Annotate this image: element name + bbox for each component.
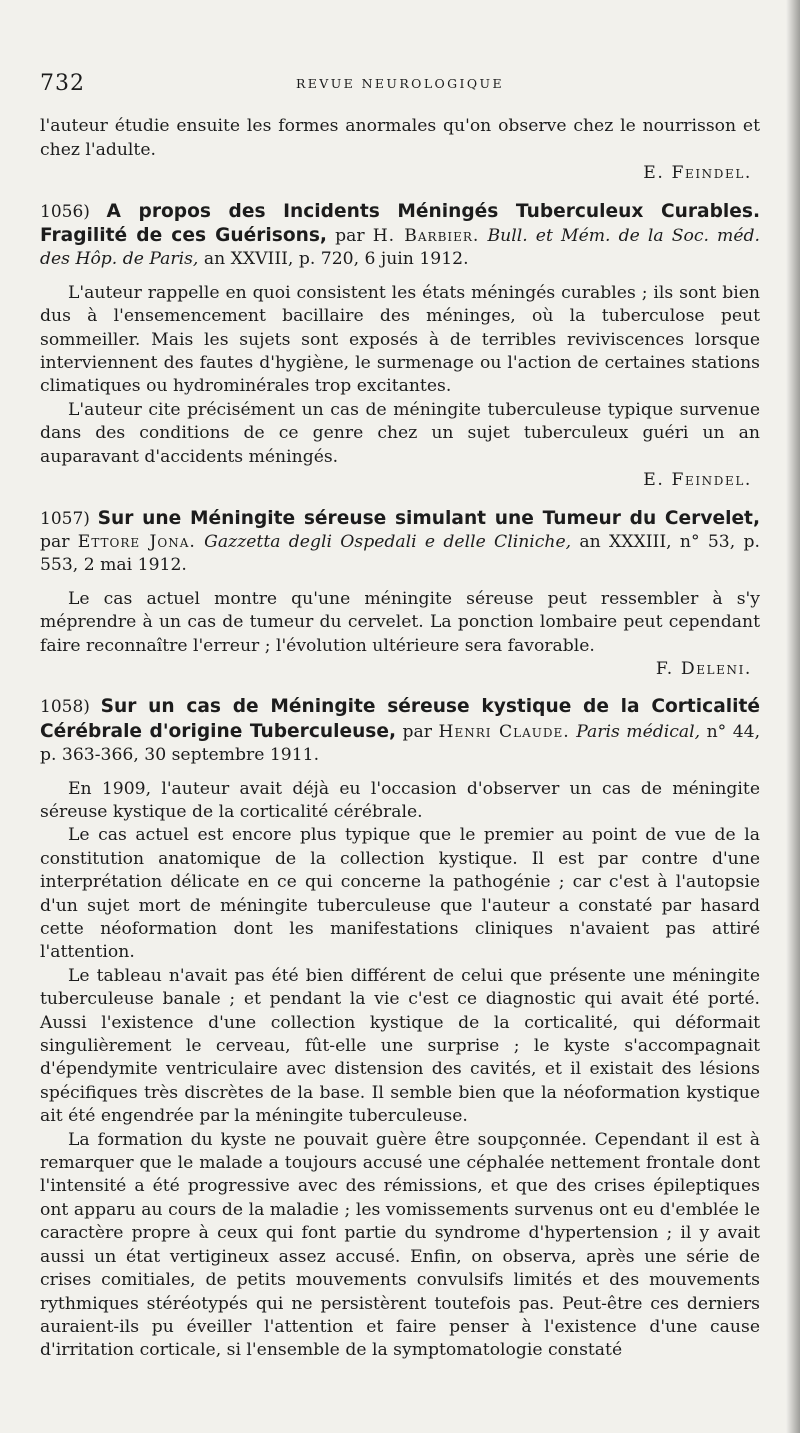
entry-source: Bull. et Mém. de la Soc. méd. des Hôp. de Paris,: [40, 226, 760, 270]
entry-number: 1056): [40, 201, 90, 222]
entry-author: Henri Claude.: [438, 721, 570, 742]
entry-paragraph: Le cas actuel est encore plus typique que le premier au point de vue de la constitution anatomique de la collection kystique. Il est par contre d'une interprétation délicate en ce qui concerne la pathogénie ; car c'est à l'autopsie d'un sujet mort de méningite tuberculeuse que l'auteur a constaté par hasard cette néoformation dont les manifestations cliniques n'avaient pas attiré l'attention.: [40, 825, 760, 963]
entry-paragraph: L'auteur cite précisément un cas de méningite tuberculeuse typique survenue dans des conditions de ce genre chez un sujet tuberculeux guéri un an auparavant d'accidents méningés.: [40, 399, 760, 467]
entry-paragraph: En 1909, l'auteur avait déjà eu l'occasion d'observer un cas de méningite séreuse kystique de la corticalité cérébrale.: [40, 778, 760, 822]
running-title: REVUE NEUROLOGIQUE: [295, 76, 505, 91]
entry-by: par: [402, 721, 433, 742]
entry-title: A propos des Incidents Méningés Tuberculeux Curables. Fragilité de ces Guérisons,: [40, 200, 761, 247]
entry-source: Gazzetta degli Ospedali e delle Cliniche,: [204, 531, 572, 552]
entry-title: Sur une Méningite séreuse simulant une Tumeur du Cervelet,: [97, 507, 761, 529]
abstract-entry-1056: [40, 200, 760, 493]
entry-author: H. Barbier.: [372, 226, 480, 247]
entry-heading: [40, 200, 760, 272]
abstract-entry-1057: [40, 507, 760, 682]
page-edge-shadow: [786, 0, 800, 1433]
entry-source: Paris médical,: [576, 721, 701, 742]
entry-heading: [40, 507, 760, 578]
entry-author: Ettore Jona.: [77, 531, 196, 552]
entry-number: 1057): [40, 508, 90, 529]
entry-paragraph: La formation du kyste ne pouvait guère être soupçonnée. Cependant il est à remarquer que le malade a toujours accusé une céphalée nettement frontale dont l'intensité a été progressive avec des rémissions, et que des crises épileptiques ont apparu au cours de la maladie ; les vomissements survenus ont eu d'emblée le caractère propre à ceux qui font partie du syndrome d'hypertension ; il y avait aussi un état vertigineux assez accusé. Enfin, on observa, après une série de crises comitiales, de petits mouvements convulsifs limités et des mouvements rythmiques stéréotypés qui ne persistèrent toutefois pas. Peut-être ces derniers auraient-ils pu éveiller l'attention et faire penser à l'existence d'une cause d'irritation corticale, si l'ensemble de la symptomatologie constaté: [40, 1129, 760, 1361]
entry-signature: F. Deleni.: [655, 658, 752, 679]
entry-signature: E. Feindel.: [643, 470, 752, 491]
page-header: [40, 72, 760, 95]
entry-by: par: [335, 226, 365, 247]
entry-details: an XXXIII, n° 53, p. 553, 2 mai 1912.: [40, 531, 760, 576]
intro-signature: E. Feindel.: [643, 163, 752, 184]
entry-heading: [40, 695, 760, 767]
entry-paragraph: Le cas actuel montre qu'une méningite séreuse peut ressembler à s'y méprendre à un cas de tumeur du cervelet. La ponction lombaire peut cependant faire reconnaître l'erreur ; l'évolution ultérieure sera favorable.: [40, 588, 760, 656]
journal-page: [40, 72, 760, 1363]
entry-number: 1058): [40, 697, 90, 718]
entry-paragraph: Le tableau n'avait pas été bien différent de celui que présente une méningite tuberculeuse banale ; et pendant la vie c'est ce diagnostic qui avait été porté. Aussi l'existence d'une collection kystique de la corticalité, qui déformait singulièrement le cerveau, fût-elle une surprise ; le kyste s'accompagnait d'épendymite ventriculaire avec distension des cavités, et il existait des lésions spécifiques très discrètes de la base. Il semble bien que la néoformation kystique ait été engendrée par la méningite tuberculeuse.: [40, 965, 760, 1127]
abstract-entry-1058: [40, 695, 760, 1362]
entry-paragraph: L'auteur rappelle en quoi consistent les états méningés curables ; ils sont bien dus à l'ensemencement bacillaire des méninges, où la tuberculose peut sommeiller. Mais les sujets sont exposés à de terribles reviviscences lorsque interviennent des fautes d'hygiène, le surmenage ou l'action de certaines stations climatiques ou hydrominérales trop excitantes.: [40, 282, 760, 397]
page-number: 732: [40, 71, 85, 96]
intro-paragraph: l'auteur étudie ensuite les formes anormales qu'on observe chez le nourrisson et chez l'adulte.: [40, 116, 760, 160]
entry-title: Sur un cas de Méningite séreuse kystique de la Corticalité Cérébrale d'origine Tuberculeuse,: [40, 696, 760, 742]
entry-by: par: [40, 531, 70, 552]
entry-details: n° 44, p. 363-366, 30 septembre 1911.: [40, 721, 761, 766]
entry-details: an XXVIII, p. 720, 6 juin 1912.: [203, 249, 469, 270]
